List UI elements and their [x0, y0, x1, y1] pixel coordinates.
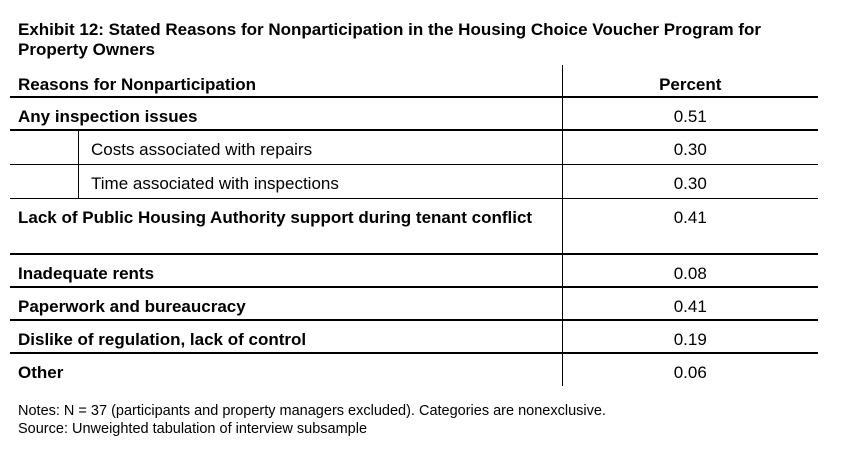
table-row [10, 320, 818, 353]
table-row [10, 353, 818, 386]
column-header-percent: Percent [562, 65, 818, 97]
percent-cell: 0.08 [562, 254, 818, 287]
sub-reason-label: Time associated with inspections [78, 165, 339, 198]
notes-line: Notes: N = 37 (participants and property managers excluded). Categories are nonexclusive. [18, 403, 606, 419]
percent-cell: 0.30 [562, 165, 818, 199]
percent-cell: 0.06 [673, 362, 707, 382]
table-row-sub [10, 165, 818, 199]
column-header-reasons: Reasons for Nonparticipation [10, 65, 562, 97]
percent-cell: 0.19 [562, 320, 818, 353]
source-line: Source: Unweighted tabulation of interview subsample [18, 421, 368, 437]
reason-cell: Inadequate rents [10, 254, 562, 287]
reason-cell: Other [10, 353, 562, 386]
reason-cell-sub [10, 130, 562, 165]
table-row [10, 254, 818, 287]
percent-cell: 0.30 [562, 130, 818, 165]
reason-cell: Lack of Public Housing Authority support during tenant conflict [10, 199, 562, 254]
table-notes [18, 402, 833, 438]
percent-cell: 0.51 [562, 97, 818, 130]
table-row [10, 199, 818, 254]
percent-cell: 0.41 [562, 199, 818, 254]
exhibit-title: Exhibit 12: Stated Reasons for Nonparticipation in the Housing Choice Voucher Program for Property Owners [18, 20, 762, 59]
reason-cell-sub [10, 165, 562, 199]
nonparticipation-table [10, 65, 818, 386]
reason-cell: Paperwork and bureaucracy [10, 287, 562, 320]
percent-cell: 0.41 [562, 287, 818, 320]
table-row [10, 287, 818, 320]
table-row [10, 97, 818, 130]
reason-cell: Any inspection issues [10, 97, 562, 130]
table-header-row [10, 65, 818, 97]
reason-cell: Dislike of regulation, lack of control [10, 320, 562, 353]
table-row-sub [10, 130, 818, 165]
sub-reason-label: Costs associated with repairs [78, 131, 312, 164]
